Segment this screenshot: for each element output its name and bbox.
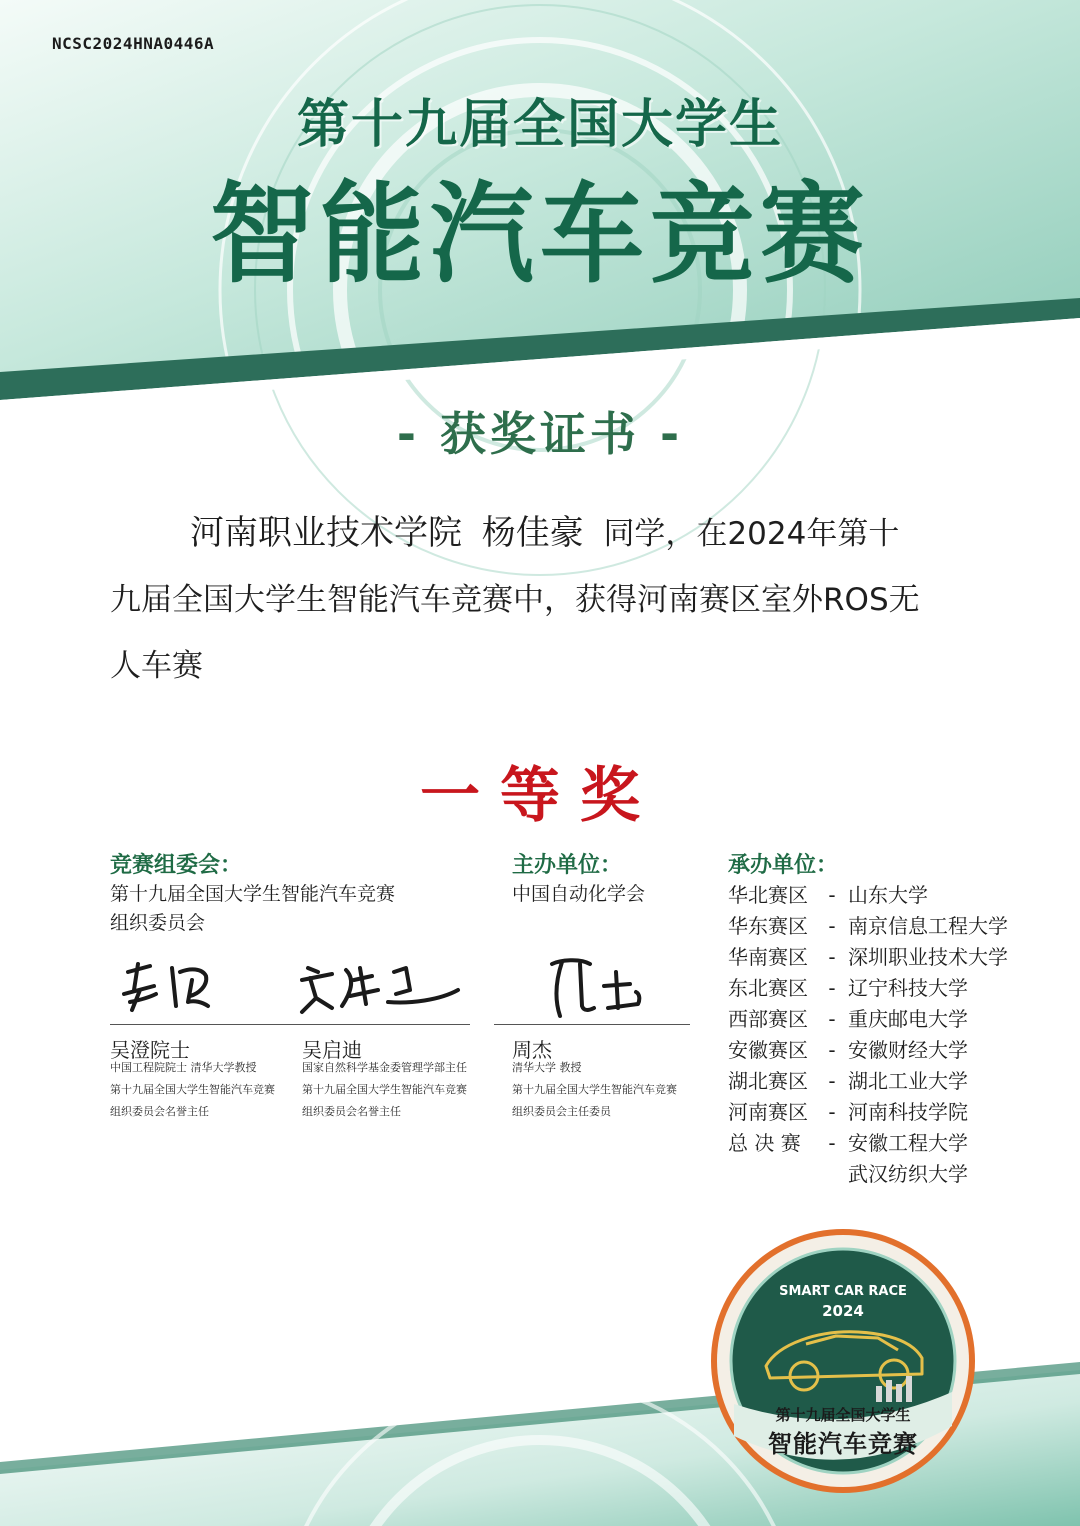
committee-line1: 第十九届全国大学生智能汽车竞赛 [110,883,396,905]
organizers-list [728,880,1008,1190]
organizer-region: 总 决 赛 [728,1131,801,1155]
organizer-dash: - [828,976,836,1000]
organizer-row [728,880,1008,911]
signatory-name-3: 周杰 [512,1038,552,1062]
signatory-desc-line: 组织委员会主任委员 [512,1105,611,1118]
organizer-region: 华东赛区 [728,914,808,938]
signature-line-2 [494,1024,690,1025]
signatory-name-1: 吴澄院士 [110,1038,190,1062]
signatory-desc-line: 组织委员会名誉主任 [302,1105,401,1118]
organizer-row [728,1128,1008,1159]
body-line1-rest: 同学，在2024年第十 [603,516,900,552]
award-level: 一等奖 [420,761,660,831]
organizers-title: 承办单位： [728,853,839,878]
certificate-body [110,500,980,699]
organizer-region: 安徽赛区 [728,1038,808,1062]
organizer-row [728,973,1008,1004]
organizer-school: 湖北工业大学 [848,1069,968,1093]
organizer-row [728,1097,1008,1128]
organizer-dash: - [828,1038,836,1062]
organizer-school: 深圳职业技术大学 [848,945,1008,969]
signature-wu-qidi [302,968,458,1012]
organizer-dash: - [828,914,836,938]
signatory-desc-line: 清华大学 教授 [512,1061,582,1074]
organizer-dash: - [828,883,836,907]
body-line-2: 九届全国大学生智能汽车竞赛中，获得河南赛区室外ROS无 [110,582,920,618]
competition-title-line1: 第十九届全国大学生 [296,95,783,155]
organizer-region: 华南赛区 [728,945,808,969]
signatory-desc-line: 组织委员会名誉主任 [110,1105,209,1118]
seal-text-line4: 智能汽车竞赛 [768,1430,918,1458]
organizer-row [728,911,1008,942]
organizer-dash: - [828,1069,836,1093]
signatory-desc-line: 第十九届全国大学生智能汽车竞赛 [302,1083,467,1096]
organizer-region [728,1159,816,1190]
organizer-dash: - [828,945,836,969]
organizer-region: 河南赛区 [728,1100,808,1124]
organizer-row [728,1066,1008,1097]
signatory-desc-1 [110,1057,275,1123]
seal-text-english: SMART CAR RACE [779,1284,907,1299]
signatory-desc-3 [512,1057,677,1123]
signatory-desc-line: 国家自然科学基金委管理学部主任 [302,1061,467,1074]
signature-images [110,950,700,1030]
organizer-dash: - [828,1100,836,1124]
organizer-school: 南京信息工程大学 [848,914,1008,938]
body-line-1 [110,500,980,567]
seal-text-line3: 第十九届全国大学生 [775,1406,911,1424]
organizer-school: 武汉纺织大学 [848,1162,968,1186]
organizer-school: 安徽财经大学 [848,1038,968,1062]
committee-title: 竞赛组委会： [110,853,243,878]
body-line-3: 人车赛 [110,648,203,684]
organizer-school: 河南科技学院 [848,1100,968,1124]
organizer-dash: - [828,1131,836,1155]
organizer-row [728,1159,1008,1190]
organizer-row [728,1035,1008,1066]
sponsor-line1: 中国自动化学会 [512,883,646,905]
committee-line2: 组织委员会 [110,912,206,934]
signatory-desc-2 [302,1057,467,1123]
sponsor-title: 主办单位： [512,853,623,878]
organizer-region: 西部赛区 [728,1007,808,1031]
signature-line-1 [110,1024,470,1025]
signatory-desc-line: 第十九届全国大学生智能汽车竞赛 [512,1083,677,1096]
certificate-heading: - 获奖证书 - [396,407,684,461]
signatory-desc-line: 中国工程院院士 清华大学教授 [110,1061,257,1074]
organizer-school: 安徽工程大学 [848,1131,968,1155]
school-name: 河南职业技术学院 [190,513,462,553]
signature-zhou-jie [552,960,639,1016]
organizer-school: 辽宁科技大学 [848,976,968,1000]
seal-text-year: 2024 [822,1302,864,1320]
organizer-dash: - [828,1007,836,1031]
committee-text [110,880,395,938]
organizer-dash [816,1159,848,1190]
organizer-region: 华北赛区 [728,883,808,907]
organizer-row [728,942,1008,973]
student-name: 杨佳豪 [481,513,584,553]
signature-wu-cheng [124,964,208,1010]
signatory-desc-line: 第十九届全国大学生智能汽车竞赛 [110,1083,275,1096]
organizer-school: 重庆邮电大学 [848,1007,968,1031]
signatory-name-2: 吴启迪 [302,1038,362,1062]
organizer-school: 山东大学 [848,883,928,907]
organizer-row [728,1004,1008,1035]
organizer-region: 湖北赛区 [728,1069,808,1093]
certificate-number: NCSC2024HNA0446A [52,34,215,53]
organizer-region: 东北赛区 [728,976,808,1000]
competition-title-line2: 智能汽车竞赛 [209,170,870,299]
